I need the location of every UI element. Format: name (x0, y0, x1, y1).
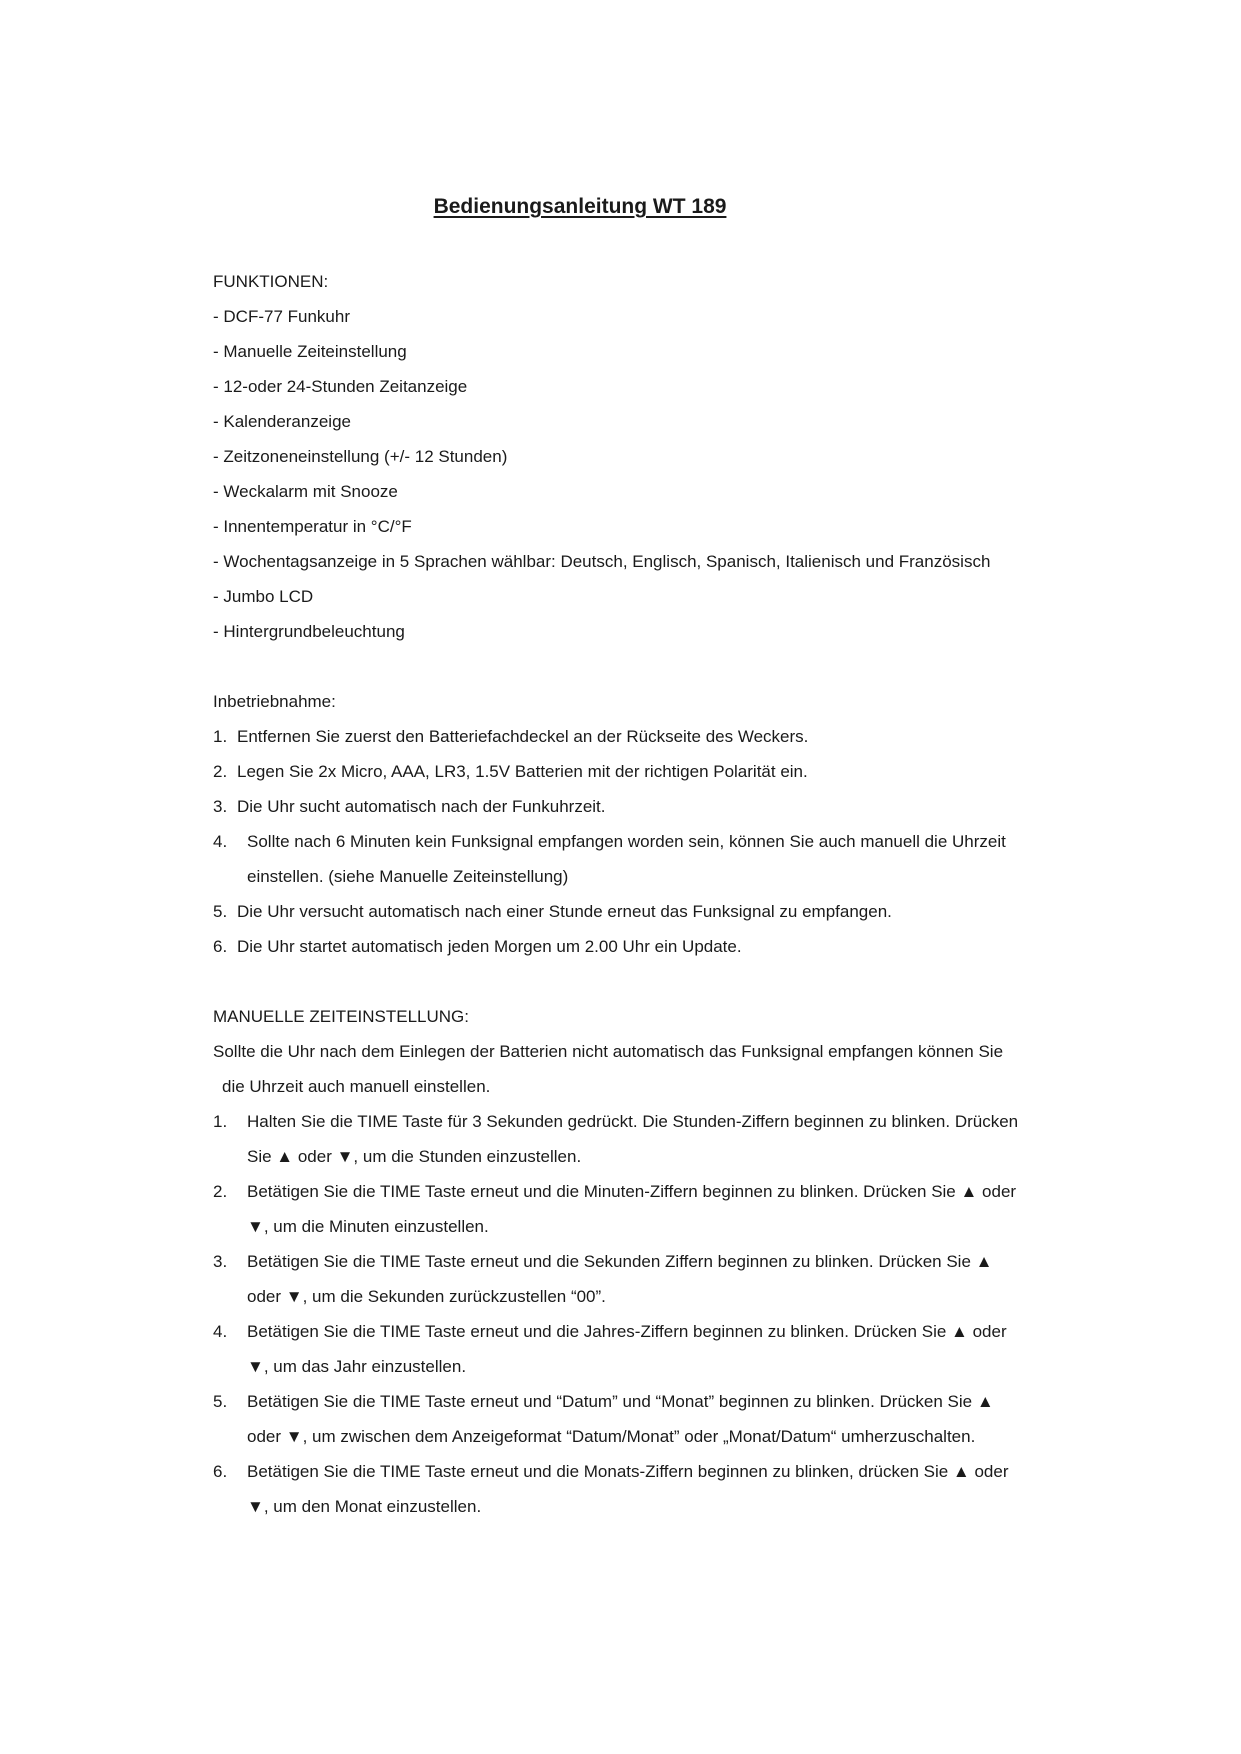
step-text: Die Uhr versucht automatisch nach einer Stunde erneut das Funksignal zu empfangen. (237, 902, 892, 921)
feature-item: - Manuelle Zeiteinstellung (213, 342, 407, 361)
step-text: Betätigen Sie die TIME Taste erneut und die Sekunden Ziffern beginnen zu blinken. Drücken Sie ▲ (247, 1252, 993, 1271)
step-number: 4. (213, 1322, 228, 1341)
step-text: oder ▼, um die Sekunden zurückzustellen “00”. (247, 1287, 606, 1306)
feature-item: - DCF-77 Funkuhr (213, 307, 350, 326)
inbetriebnahme-heading: Inbetriebnahme: (213, 692, 336, 711)
step-number: 2. (213, 1182, 228, 1201)
step-number: 1. (213, 1112, 228, 1131)
feature-item: - 12-oder 24-Stunden Zeitanzeige (213, 377, 468, 396)
feature-item: - Kalenderanzeige (213, 412, 351, 431)
step-text: Sie ▲ oder ▼, um die Stunden einzustellen. (247, 1147, 582, 1166)
feature-item: - Zeitzoneneinstellung (+/- 12 Stunden) (213, 447, 508, 466)
step-text: ▼, um das Jahr einzustellen. (247, 1357, 467, 1376)
manuelle-intro: die Uhrzeit auch manuell einstellen. (222, 1077, 491, 1096)
step-number: 3. (213, 1252, 228, 1271)
manuelle-heading: MANUELLE ZEITEINSTELLUNG: (213, 1007, 470, 1026)
feature-item: - Wochentagsanzeige in 5 Sprachen wählbar: Deutsch, Englisch, Spanisch, Italienisch und Französisch (213, 552, 991, 571)
step-text: Halten Sie die TIME Taste für 3 Sekunden gedrückt. Die Stunden-Ziffern beginnen zu blinken. Drücken (247, 1112, 1019, 1131)
step-text: Die Uhr startet automatisch jeden Morgen um 2.00 Uhr ein Update. (237, 937, 742, 956)
feature-item: - Weckalarm mit Snooze (213, 482, 398, 501)
feature-item: - Jumbo LCD (213, 587, 314, 606)
step-number: 6. (213, 1462, 228, 1481)
feature-item: - Innentemperatur in °C/°F (213, 517, 412, 536)
funktionen-heading: FUNKTIONEN: (213, 272, 329, 291)
step-number: 6. (213, 937, 228, 956)
step-text: ▼, um den Monat einzustellen. (247, 1497, 482, 1516)
document-title: Bedienungsanleitung WT 189 (433, 195, 727, 218)
step-text: oder ▼, um zwischen dem Anzeigeformat “Datum/Monat” oder „Monat/Datum“ umherzuschalten. (247, 1427, 976, 1446)
step-text: Sollte nach 6 Minuten kein Funksignal empfangen worden sein, können Sie auch manuell die Uhrzeit (247, 832, 1006, 851)
step-number: 5. (213, 1392, 228, 1411)
step-text: Entfernen Sie zuerst den Batteriefachdeckel an der Rückseite des Weckers. (237, 727, 809, 746)
step-number: 1. (213, 727, 228, 746)
step-text: Die Uhr sucht automatisch nach der Funkuhrzeit. (237, 797, 606, 816)
manuelle-intro: Sollte die Uhr nach dem Einlegen der Batterien nicht automatisch das Funksignal empfangen können Sie (213, 1042, 1004, 1061)
step-text: Betätigen Sie die TIME Taste erneut und die Jahres-Ziffern beginnen zu blinken. Drücken Sie ▲ oder (247, 1322, 1007, 1341)
step-text: einstellen. (siehe Manuelle Zeiteinstellung) (247, 867, 569, 886)
step-text: Betätigen Sie die TIME Taste erneut und “Datum” und “Monat” beginnen zu blinken. Drücken Sie ▲ (247, 1392, 994, 1411)
step-text: Legen Sie 2x Micro, AAA, LR3, 1.5V Batterien mit der richtigen Polarität ein. (237, 762, 808, 781)
step-number: 2. (213, 762, 228, 781)
step-number: 3. (213, 797, 228, 816)
step-number: 5. (213, 902, 228, 921)
step-text: Betätigen Sie die TIME Taste erneut und die Minuten-Ziffern beginnen zu blinken. Drücken Sie ▲ oder (247, 1182, 1017, 1201)
step-text: Betätigen Sie die TIME Taste erneut und die Monats-Ziffern beginnen zu blinken, drücken Sie ▲ oder (247, 1462, 1009, 1481)
step-number: 4. (213, 832, 228, 851)
step-text: ▼, um die Minuten einzustellen. (247, 1217, 489, 1236)
feature-item: - Hintergrundbeleuchtung (213, 622, 405, 641)
